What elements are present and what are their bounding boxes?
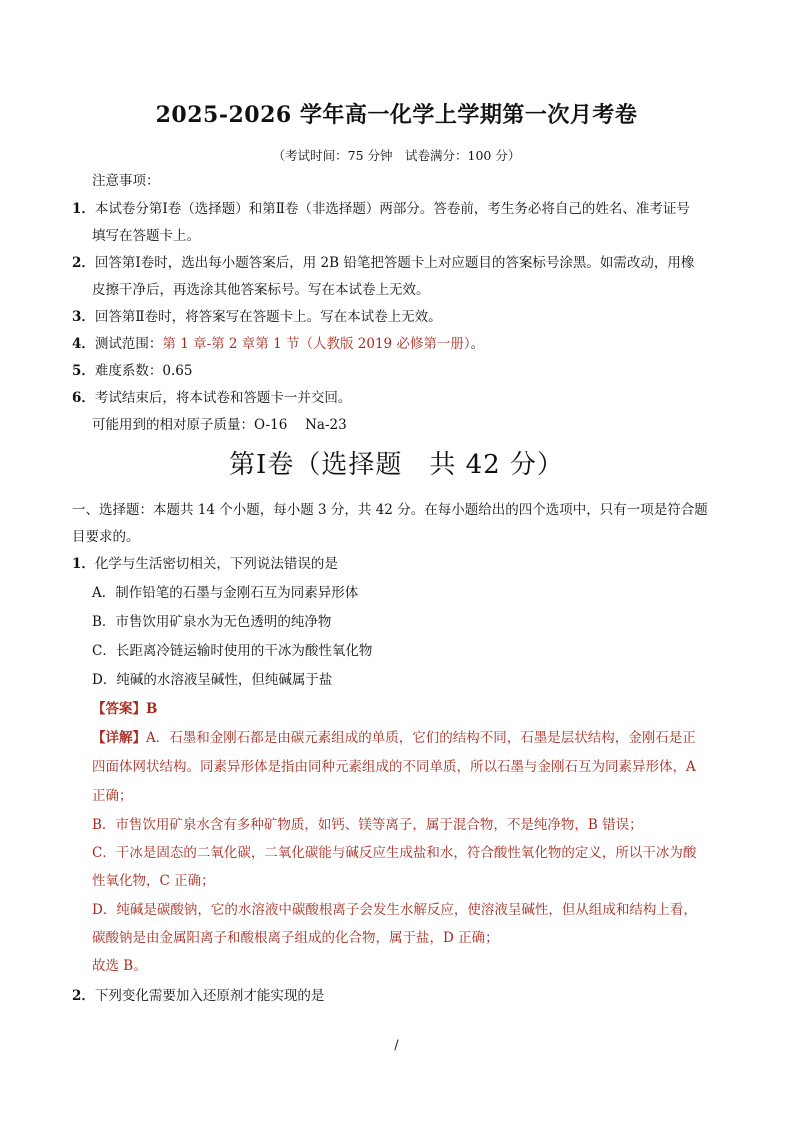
explanation-label: 【详解】 — [92, 730, 146, 746]
question-number: 2． — [72, 988, 95, 1004]
explanation-line: B．市售饮用矿泉水含有多种矿物质，如钙、镁等离子，属于混合物，不是纯净物，B 错误； — [92, 817, 643, 833]
note-text: 难度系数：0.65 — [94, 363, 193, 379]
atomic-mass-note: 可能用到的相对原子质量：O-16 Na-23 — [92, 417, 347, 433]
note-text: 回答第Ⅰ卷时，选出每小题答案后，用 2B 铅笔把答题卡上对应题目的答案标号涂黑。如需改动，用橡 — [94, 255, 695, 271]
note-number: 4． — [72, 336, 95, 352]
explanation-line: 碳酸钠是由金属阳离子和酸根离子组成的化合物，属于盐，D 正确； — [92, 930, 499, 946]
question-1 — [72, 554, 732, 574]
explanation-conclusion: 故选 B。 — [92, 958, 147, 974]
note-number: 5． — [72, 363, 95, 379]
note-text: 回答第Ⅱ卷时，将答案写在答题卡上。写在本试卷上无效。 — [94, 309, 442, 325]
explanation-line: 四面体网状结构。同素异形体是指由同种元素组成的不同单质，所以石墨与金刚石互为同素异形体，A — [92, 759, 696, 775]
note-1-cont: 填写在答题卡上。 — [92, 228, 200, 244]
section-title: 第Ⅰ卷（选择题 共 42 分） — [229, 450, 564, 480]
answer-line — [92, 699, 752, 719]
note-2-cont: 皮擦干净后，再选涂其他答案标号。写在本试卷上无效。 — [92, 282, 430, 298]
notes-heading: 注意事项： — [92, 173, 160, 189]
part-intro-cont: 目要求的。 — [72, 529, 140, 545]
explanation-line — [92, 728, 752, 748]
answer-value: B — [146, 701, 158, 717]
exam-subtitle: （考试时间：75 分钟 试卷满分：100 分） — [272, 148, 521, 163]
note-2 — [72, 253, 732, 273]
exam-title: 2025-2026 学年高一化学上学期第一次月考卷 — [155, 102, 638, 128]
explanation-line: 性氧化物，C 正确； — [92, 873, 215, 889]
page-footer: / — [394, 1038, 399, 1053]
note-5 — [72, 361, 732, 381]
question-stem: 化学与生活密切相关，下列说法错误的是 — [94, 556, 338, 572]
note-text-end: 。 — [470, 336, 485, 352]
answer-label: 【答案】 — [92, 701, 146, 717]
explanation-line: C．干冰是固态的二氧化碳，二氧化碳能与碱反应生成盐和水，符合酸性氧化物的定义，所以干冰为酸 — [92, 845, 697, 861]
explanation-text: A．石墨和金刚石都是由碳元素组成的单质，它们的结构不同，石墨是层状结构，金刚石是正 — [146, 730, 696, 746]
note-text: 本试卷分第Ⅰ卷（选择题）和第Ⅱ卷（非选择题）两部分。答卷前，考生务必将自己的姓名、准考证号 — [94, 201, 690, 217]
option-b: B．市售饮用矿泉水为无色透明的纯净物 — [92, 614, 332, 630]
note-6 — [72, 388, 732, 408]
question-number: 1． — [72, 556, 95, 572]
question-stem: 下列变化需要加入还原剂才能实现的是 — [94, 988, 325, 1004]
note-3 — [72, 307, 732, 327]
note-text: 测试范围： — [94, 336, 163, 352]
test-scope: 第 1 章-第 2 章第 1 节（人教版 2019 必修第一册） — [162, 336, 471, 352]
option-a: A．制作铅笔的石墨与金刚石互为同素异形体 — [92, 585, 359, 601]
option-c: C．长距离冷链运输时使用的干冰为酸性氧化物 — [92, 643, 373, 659]
explanation-line: 正确； — [92, 788, 133, 804]
note-1 — [72, 199, 732, 219]
part-intro: 一、选择题：本题共 14 个小题，每小题 3 分，共 42 分。在每小题给出的四个选项中，只有一项是符合题 — [72, 502, 708, 518]
explanation-line: D．纯碱是碳酸钠，它的水溶液中碳酸根离子会发生水解反应，使溶液呈碱性，但从组成和结构上看， — [92, 902, 697, 918]
note-4 — [72, 334, 732, 354]
note-number: 6． — [72, 390, 95, 406]
option-d: D．纯碱的水溶液呈碱性，但纯碱属于盐 — [92, 672, 333, 688]
note-text: 考试结束后，将本试卷和答题卡一并交回。 — [94, 390, 352, 406]
question-2 — [72, 986, 732, 1006]
note-number: 3． — [72, 309, 95, 325]
note-number: 2． — [72, 255, 95, 271]
note-number: 1． — [72, 201, 95, 217]
